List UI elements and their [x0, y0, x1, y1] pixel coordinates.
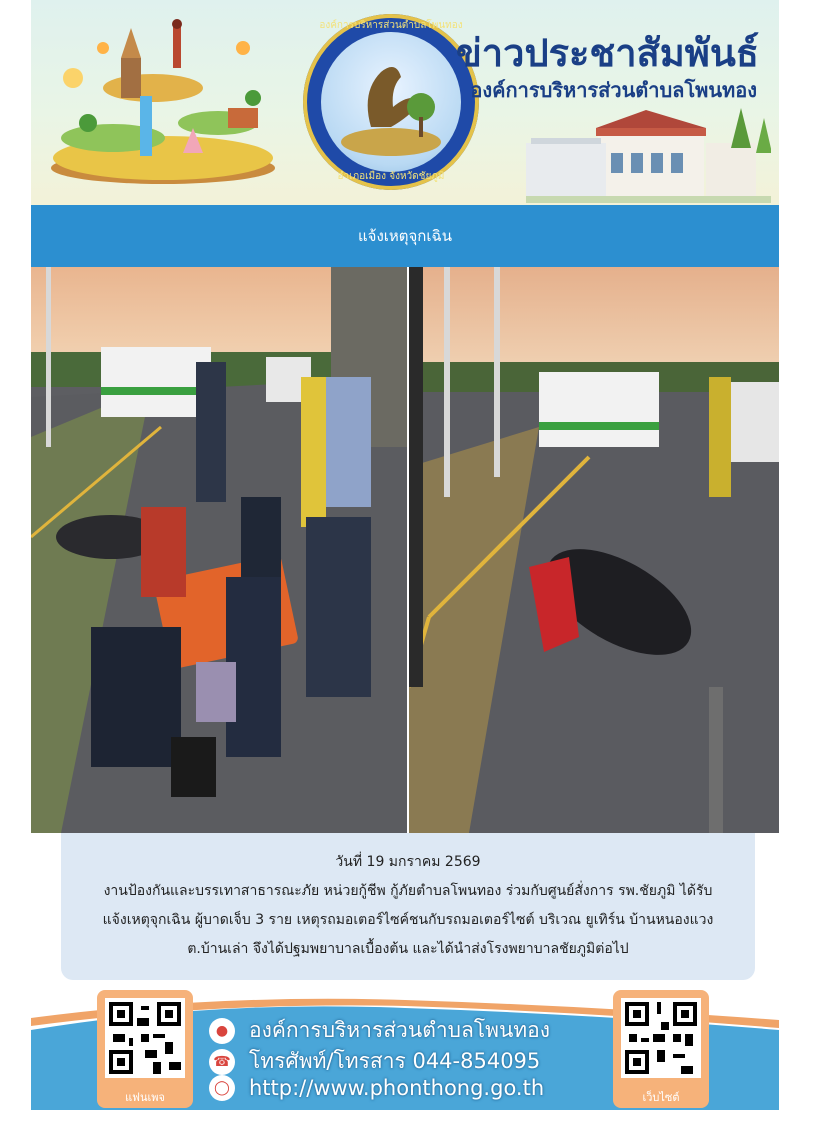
- swan-emblem-icon: [321, 32, 461, 172]
- phone-icon: ☎: [209, 1049, 235, 1075]
- page: [31, 0, 779, 1136]
- news-line: ต.บ้านเล่า จึงได้ปฐมพยาบาลเบื้องต้น และได้นำส่งโรงพยาบาลชัยภูมิต่อไป: [187, 941, 629, 957]
- qr-code-icon: [105, 998, 185, 1078]
- accident-photo-left: [31, 267, 407, 833]
- location-pin-icon: ●: [209, 1018, 235, 1044]
- news-body: [71, 877, 745, 964]
- website-qr[interactable]: [613, 990, 709, 1108]
- qr-code-image: [621, 998, 701, 1078]
- header-banner: [31, 0, 779, 205]
- website-link[interactable]: http://www.phonthong.go.th: [249, 1076, 545, 1100]
- organization-seal: [303, 14, 479, 190]
- seal-center: [321, 32, 461, 172]
- contact-website[interactable]: [209, 1075, 544, 1101]
- accident-photo-right: [409, 267, 779, 833]
- facebook-page-qr[interactable]: [97, 990, 193, 1108]
- page-subtitle: องค์การบริหารส่วนตำบลโพนทอง: [470, 78, 757, 102]
- contact-footer: [31, 990, 779, 1110]
- qr-right-label: เว็บไซต์: [642, 1091, 680, 1104]
- section-title-bar: [31, 205, 779, 267]
- news-line: งานป้องกันและบรรเทาสาธารณะภัย หน่วยกู้ชีพ กู้ภัยตำบลโพนทอง ร่วมกับศูนย์สั่งการ รพ.ชัยภูมิ ได้รับ: [103, 883, 713, 899]
- section-title: แจ้งเหตุจุกเฉิน: [357, 227, 452, 245]
- seal-top-text: องค์การบริหารส่วนตำบลโพนทอง: [319, 20, 463, 31]
- globe-icon: ◯: [209, 1075, 235, 1101]
- page-title: ข่าวประชาสัมพันธ์: [455, 31, 759, 75]
- news-date: วันที่ 19 มกราคม 2569: [335, 854, 481, 870]
- qr-code-icon: [621, 998, 701, 1078]
- news-line: แจ้งเหตุจุกเฉิน ผู้บาดเจ็บ 3 ราย เหตุรถมอเตอร์ไซค์ชนกับรถมอเตอร์ไซต์ บริเวณ ยูเทิร์น บ้านหนองแวง: [102, 912, 714, 928]
- accident-scene-image: [31, 267, 407, 833]
- contact-phone: [209, 1045, 540, 1078]
- contact-org: [209, 1014, 550, 1047]
- temple-island-illustration: [43, 18, 283, 188]
- phone-number: โทรศัพท์/โทรสาร 044-854095: [249, 1049, 541, 1073]
- seal-bottom-text: อำเภอเมือง จังหวัดชัยภูมิ: [337, 171, 445, 182]
- qr-code-image: [105, 998, 185, 1078]
- qr-left-label: แฟนเพจ: [125, 1091, 165, 1104]
- org-name: องค์การบริหารส่วนตำบลโพนทอง: [249, 1018, 551, 1042]
- news-caption: [61, 833, 755, 980]
- office-building-illustration: [526, 108, 771, 203]
- crashed-motorcycle-image: [409, 267, 779, 833]
